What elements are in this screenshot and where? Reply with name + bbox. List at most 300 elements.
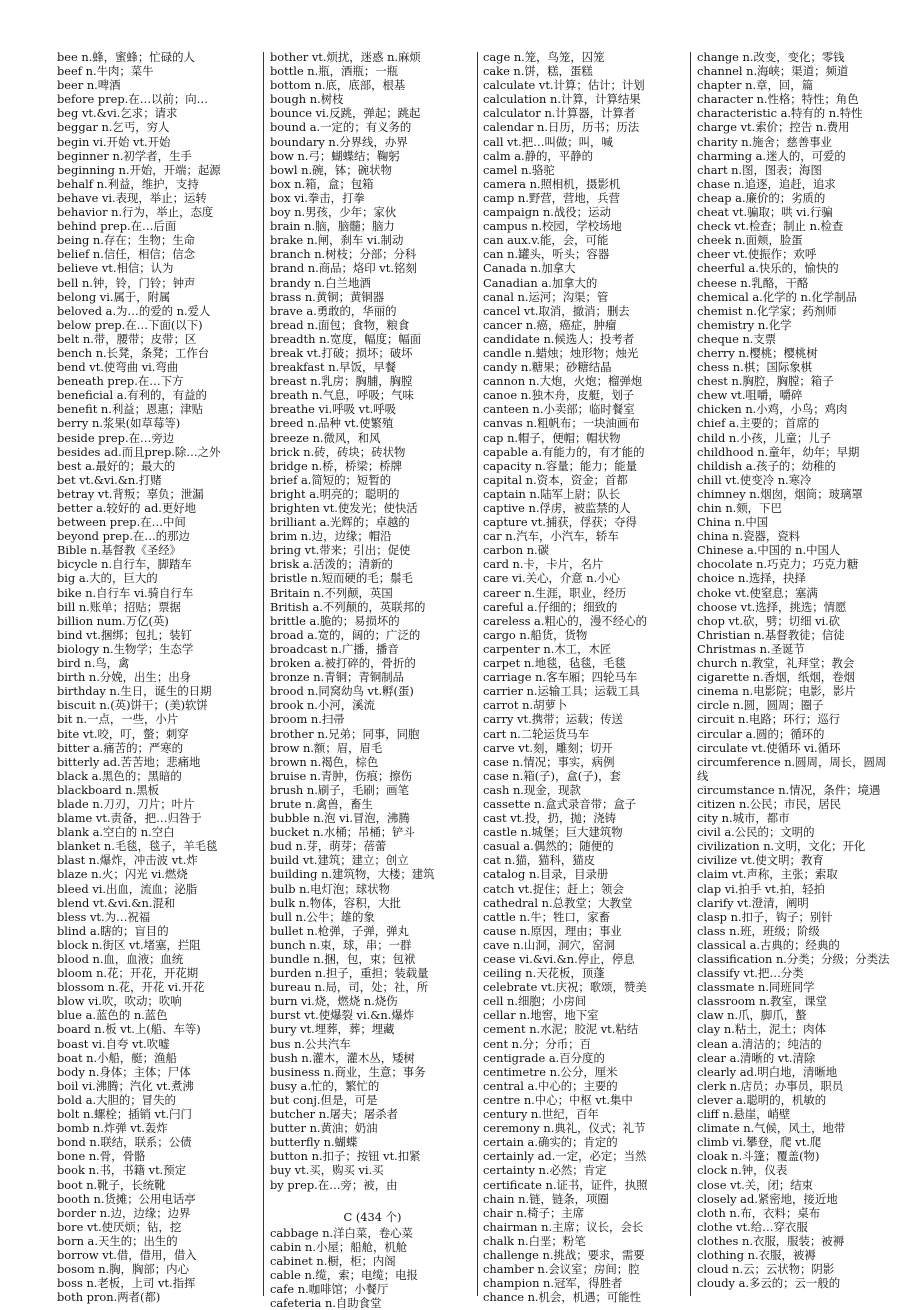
word-entry: chase n.追逐，追赶，追求: [697, 176, 836, 191]
word-entry: cable n.缆，索；电缆；电报: [270, 1268, 418, 1283]
word-entry: bitter a.痛苦的；严寒的: [57, 740, 184, 755]
word-entry: careless a.粗心的，漫不经心的: [483, 613, 647, 628]
word-entry: church n.教堂，礼拜堂；教会: [697, 656, 855, 671]
word-entry: bury vt.埋葬，葬；埋藏: [270, 1022, 395, 1037]
word-entry: boil vi.沸腾；汽化 vt.煮沸: [57, 1078, 194, 1093]
word-entry: chest n.胸腔，胸膛；箱子: [697, 374, 834, 389]
word-entry: cause n.原因，理由；事业: [483, 923, 622, 938]
word-entry: brandy n.白兰地酒: [270, 275, 371, 290]
word-entry: broken a.被打碎的，骨折的: [270, 656, 416, 671]
word-entry: chimney n.烟囱，烟筒；玻璃罩: [697, 486, 863, 501]
word-entry: bus n.公共汽车: [270, 1036, 351, 1051]
word-entry: belong vi.属于，附属: [57, 289, 171, 304]
word-entry: beef n.牛肉；菜牛: [57, 64, 154, 79]
word-entry: calculation n.计算，计算结果: [483, 92, 641, 107]
word-entry: capacity n.容量；能力；能量: [483, 458, 637, 473]
word-entry: capital n.资本，资金；首都: [483, 472, 628, 487]
word-entry: chess n.棋；国际象棋: [697, 360, 813, 375]
word-entry: benefit n.利益；恩惠；津贴: [57, 402, 203, 417]
word-entry: bite vt.咬，叮，螫；刺穿: [57, 726, 189, 741]
word-entry: breath n.气息，呼吸；气味: [270, 388, 414, 403]
word-entry: city n.城市，都市: [697, 811, 790, 826]
word-entry: bubble n.泡 vi.冒泡，沸腾: [270, 811, 410, 826]
word-entry: board n.板 vt.上(船、车等): [57, 1022, 201, 1037]
word-entry: birth n.分娩，出生；出身: [57, 670, 191, 685]
word-entry: but conj.但是，可是: [270, 1092, 378, 1107]
word-entry: cent n.分；分币；百: [483, 1036, 591, 1051]
word-entry: centimetre n.公分，厘米: [483, 1064, 618, 1079]
word-entry: cement n.水泥；胶泥 vt.粘结: [483, 1022, 639, 1037]
word-entry: burn vi.烧，燃烧 n.烧伤: [270, 994, 398, 1009]
word-entry: brilliant a.光辉的；卓越的: [270, 515, 410, 530]
word-entry: cheerful a.快乐的，愉快的: [697, 261, 839, 276]
word-entry: behave vi.表现，举止；运转: [57, 190, 207, 205]
word-entry: bulk n.物体，容积，大批: [270, 895, 401, 910]
word-entry: camel n.骆驼: [483, 162, 555, 177]
word-entry: cloud n.云；云状物；阴影: [697, 1262, 835, 1277]
word-entry: breed n.品种 vt.使繁殖: [270, 416, 394, 431]
word-entry: bread n.面包；食物，粮食: [270, 317, 410, 332]
word-entry: bond n.联结，联系；公债: [57, 1135, 192, 1150]
word-entry: body n.身体；主体；尸体: [57, 1064, 191, 1079]
word-entry: big a.大的，巨大的: [57, 571, 158, 586]
word-entry: calculator n.计算器，计算者: [483, 106, 636, 121]
word-entry: bell n.钟，铃，门铃；钟声: [57, 275, 196, 290]
word-entry: button n.扣子；按钮 vt.扣紧: [270, 1149, 421, 1164]
word-entry: chair n.椅子；主席: [483, 1205, 585, 1220]
word-entry: brush n.刷子，毛刷；画笔: [270, 782, 409, 797]
word-entry: bloom n.花；开花，开花期: [57, 966, 199, 981]
word-entry: certainly ad.一定，必定；当然: [483, 1149, 647, 1164]
word-entry: chop vt.砍，劈；切细 vi.砍: [697, 613, 841, 628]
word-entry: beggar n.乞丐，穷人: [57, 120, 170, 135]
word-entry: black a.黑色的；黑暗的: [57, 768, 182, 783]
word-entry: clasp n.扣子，钩子；别针: [697, 909, 833, 924]
word-entry: Britain n.不列颠，英国: [270, 585, 393, 600]
word-entry: claim vt.声称，主张；索取: [697, 867, 838, 882]
word-entry: check vt.检查；制止 n.检查: [697, 219, 844, 234]
word-entry: building n.建筑物，大楼；建筑: [270, 867, 435, 882]
word-entry: chalk n.白垩；粉笔: [483, 1233, 586, 1248]
word-entry: bow n.弓；蝴蝶结；鞠躬: [270, 148, 400, 163]
word-entry: clear a.清晰的 vt.清除: [697, 1050, 816, 1065]
word-entry: bronze n.青铜；青铜制品: [270, 670, 404, 685]
word-entry: butcher n.屠夫；屠杀者: [270, 1107, 399, 1122]
word-entry: case n.情况；事实，病例: [483, 754, 615, 769]
word-entry: cease vi.&vi.&n.停止，停息: [483, 952, 635, 966]
word-entry: chairman n.主席；议长，会长: [483, 1219, 644, 1234]
word-entry: chemical a.化学的 n.化学制品: [697, 289, 858, 304]
word-entry: brook n.小河，溪流: [270, 698, 375, 713]
word-entry: charge vt.索价；控告 n.费用: [697, 120, 850, 135]
word-entry: casual a.偶然的；随便的: [483, 839, 614, 854]
word-entry: choice n.选择，抉择: [697, 571, 806, 586]
word-entry: bound a.一定的；有义务的: [270, 120, 412, 135]
word-entry: cell n.细胞；小房间: [483, 994, 587, 1009]
word-entry: bottle n.瓶，酒瓶；一瓶: [270, 64, 399, 79]
word-entry: bruise n.青肿，伤痕；擦伤: [270, 768, 413, 783]
word-entry: blue a.蓝色的 n.蓝色: [57, 1008, 168, 1023]
column-4: [697, 50, 897, 1298]
column-divider: [263, 52, 264, 1296]
section-heading: C (434 个): [343, 1209, 402, 1224]
word-entry: cherry n.樱桃；樱桃树: [697, 345, 818, 360]
word-entry: character n.性格；特性；角色: [697, 92, 859, 107]
word-entry: bird n.鸟，禽: [57, 656, 130, 671]
word-entry: British a.不列颠的，英联邦的: [270, 599, 426, 614]
word-entry: boat n.小船，艇；渔船: [57, 1050, 177, 1065]
word-entry: beginner n.初学者，生手: [57, 148, 192, 163]
word-entry: canoe n.独木舟，皮艇，划子: [483, 388, 635, 403]
word-entry: Christmas n.圣诞节: [697, 641, 805, 656]
word-entry: breeze n.微风，和风: [270, 430, 381, 445]
word-entry: Canada n.加拿大: [483, 261, 576, 276]
word-entry: bring vt.带来；引出；促使: [270, 543, 411, 558]
word-entry: cinema n.电影院；电影，影片: [697, 684, 856, 699]
word-entry: cat n.猫，猫科，猫皮: [483, 853, 596, 868]
word-entry: blood n.血，血液；血统: [57, 952, 184, 966]
word-entry: blow vi.吹，吹动；吹响: [57, 994, 182, 1009]
word-entry: beyond prep.在…的那边: [57, 529, 190, 544]
word-entry: breakfast n.早饭，早餐: [270, 360, 397, 375]
word-entry: burden n.担子，重担；装载量: [270, 966, 429, 981]
word-entry: carpenter n.木工，木匠: [483, 641, 612, 656]
word-entry: brow n.额；眉，眉毛: [270, 740, 383, 755]
word-entry: carriage n.客车厢；四轮马车: [483, 670, 638, 685]
word-entry: cabinet n.橱，柜；内阁: [270, 1253, 396, 1268]
word-entry: campus n.校园，学校场地: [483, 219, 622, 234]
word-entry: better a.较好的 ad.更好地: [57, 501, 197, 515]
word-entry: campaign n.战役；运动: [483, 205, 611, 220]
word-entry: brand n.商品；烙印 vt.铭刻: [270, 261, 417, 276]
word-entry: believe vt.相信；认为: [57, 261, 174, 276]
column-1: [57, 50, 258, 1305]
word-entry: cloth n.布，衣料；桌布: [697, 1205, 821, 1220]
word-entry: cigarette n.香烟，纸烟，卷烟: [697, 670, 855, 685]
word-entry: chew vt.咀嚼，嚼碎: [697, 388, 803, 403]
word-entry: bend vt.使弯曲 vi.弯曲: [57, 360, 179, 375]
word-entry: busy a.忙的，繁忙的: [270, 1078, 380, 1093]
word-entry: chance n.机会，机遇；可能性: [483, 1290, 642, 1305]
word-entry: booth n.货摊；公用电话亭: [57, 1191, 196, 1206]
word-entry: capture vt.捕获，俘获；夺得: [483, 515, 637, 530]
blank-line: [270, 1192, 475, 1206]
word-entry: beer n.啤酒: [57, 78, 121, 93]
word-entry: certificate n.证书，证件，执照: [483, 1177, 648, 1192]
word-entry: chocolate n.巧克力；巧克力糖: [697, 557, 859, 572]
word-entry: candidate n.候选人；投考者: [483, 331, 635, 346]
word-entry: blast n.爆炸，冲击波 vt.炸: [57, 853, 198, 868]
word-entry: bind vt.捆绑；包扎；装钉: [57, 627, 192, 642]
word-entry: bosom n.胸，胸部；内心: [57, 1262, 189, 1277]
word-entry: classification n.分类；分级；分类法: [697, 952, 890, 966]
word-entry: child n.小孩，儿童；儿子: [697, 430, 831, 445]
word-entry: breathe vi.呼吸 vt.呼吸: [270, 402, 397, 417]
word-entry: block n.街区 vt.堵塞，拦阻: [57, 937, 201, 952]
word-entry: brain n.脑，脑髓；脑力: [270, 219, 395, 234]
word-entry: bureau n.局，司，处；社，所: [270, 980, 429, 995]
word-entry: canal n.运河；沟渠；管: [483, 289, 609, 304]
word-entry: clean a.清洁的；纯洁的: [697, 1036, 822, 1051]
word-entry: childish a.孩子的；幼稚的: [697, 458, 836, 473]
word-entry: carpet n.地毯，毡毯，毛毯: [483, 656, 626, 671]
word-entry: centigrade a.百分度的: [483, 1050, 605, 1065]
word-entry: carrier n.运输工具；运载工具: [483, 684, 640, 699]
word-entry: butter n.黄油；奶油: [270, 1121, 378, 1136]
word-entry: boss n.老板，上司 vt.指挥: [57, 1276, 196, 1291]
word-entry: ceiling n.天花板，顶蓬: [483, 966, 605, 981]
word-entry: cancel vt.取消，撤消；删去: [483, 303, 630, 318]
word-entry: Christian n.基督教徒；信徒: [697, 627, 845, 642]
word-entry: brisk a.活泼的；清新的: [270, 557, 393, 572]
word-entry: capable a.有能力的，有才能的: [483, 444, 645, 459]
word-entry: bet vt.&vi.&n.打赌: [57, 472, 162, 487]
word-entry: cheese n.乳酪，干酪: [697, 275, 809, 290]
word-entry: blame vt.责备，把…归咎于: [57, 811, 202, 826]
word-entry: cheer vt.使振作；欢呼: [697, 247, 817, 262]
word-entry: cash n.现金，现款: [483, 782, 581, 797]
word-entry: civilization n.文明，文化；开化: [697, 839, 866, 854]
column-3: [483, 50, 686, 1305]
word-entry: blossom n.花，开花 vi.开花: [57, 980, 205, 995]
word-entry: bucket n.水桶；吊桶；铲斗: [270, 825, 415, 840]
word-entry: brick n.砖，砖块；砖状物: [270, 444, 406, 459]
word-entry: carbon n.碳: [483, 543, 550, 558]
word-entry: box vi.拳击，打拳: [270, 190, 365, 205]
word-entry: blanket n.毛毯，毯子，羊毛毯: [57, 839, 218, 854]
word-entry: blind a.瞎的；盲目的: [57, 923, 169, 938]
word-entry: brave a.勇敢的，华丽的: [270, 303, 397, 318]
word-entry: biscuit n.(英)饼干；(美)软饼: [57, 698, 208, 713]
word-entry: certainty n.必然；肯定: [483, 1163, 607, 1178]
word-entry: centre n.中心；中枢 vt.集中: [483, 1092, 633, 1107]
word-entry: birthday n.生日，诞生的日期: [57, 684, 212, 699]
word-entry: beg vt.&vi.乞求；请求: [57, 106, 178, 121]
word-entry: chain n.链，链条，项圈: [483, 1191, 609, 1206]
word-entry: chicken n.小鸡，小鸟；鸡肉: [697, 402, 848, 417]
word-entry: citizen n.公民；市民，居民: [697, 796, 842, 811]
word-entry: before prep.在…以前；向…: [57, 92, 209, 107]
word-entry: brittle a.脆的；易损坏的: [270, 613, 400, 628]
word-entry: clever a.聪明的，机敏的: [697, 1092, 827, 1107]
word-entry: business n.商业，生意；事务: [270, 1064, 426, 1079]
word-entry: circulate vt.使循环 vi.循环: [697, 740, 841, 755]
word-entry: bristle n.短而硬的毛；鬃毛: [270, 571, 413, 586]
word-entry: circular a.圆的；循环的: [697, 726, 825, 741]
word-entry: berry n.浆果(如草莓等): [57, 416, 181, 431]
word-entry: candy n.糖果；砂糖结晶: [483, 360, 612, 375]
word-entry: breast n.乳房；胸脯，胸膛: [270, 374, 413, 389]
word-entry: break vt.打破；损坏；破坏: [270, 345, 413, 360]
word-entry: bright a.明亮的；聪明的: [270, 486, 400, 501]
word-entry: best a.最好的；最大的: [57, 458, 176, 473]
word-entry: brighten vt.使发光；使快活: [270, 501, 418, 515]
word-entry: bless vt.为…祝福: [57, 909, 151, 924]
column-divider: [477, 52, 478, 1296]
word-entry: classmate n.同班同学: [697, 980, 815, 995]
word-entry: begin vi.开始 vt.开始: [57, 134, 171, 149]
word-entry: belt n.带，腰带；皮带；区: [57, 331, 197, 346]
word-entry: calculate vt.计算；估计；计划: [483, 78, 645, 93]
word-entry: brood n.同窝幼鸟 vt.孵(蛋): [270, 684, 414, 699]
word-entry: boy n.男孩，少年；家伙: [270, 205, 397, 220]
word-entry: bolt n.螺栓；插销 vt.闩门: [57, 1107, 192, 1122]
word-entry: carry vt.携带；运载；传送: [483, 712, 623, 727]
column-2: [270, 50, 475, 1310]
word-entry: between prep.在…中间: [57, 515, 186, 530]
word-entry: blend vt.&vi.&n.混和: [57, 895, 176, 910]
word-entry: camp n.野营，营地，兵营: [483, 190, 620, 205]
word-entry: circumference n.圆周，周长，圆周线: [697, 754, 887, 783]
word-entry: box n.箱，盒；包箱: [270, 176, 374, 191]
word-entry: bush n.灌木，灌木丛，矮树: [270, 1050, 415, 1065]
word-entry: celebrate vt.庆祝；歌颂，赞美: [483, 980, 647, 995]
word-entry: bridge n.桥，桥梁；桥牌: [270, 458, 403, 473]
word-entry: challenge n.挑战；要求，需要: [483, 1247, 645, 1262]
word-entry: canvas n.粗帆布；一块油画布: [483, 416, 640, 431]
word-entry: career n.生涯，职业，经历: [483, 585, 627, 600]
word-entry: clock n.钟，仪表: [697, 1163, 788, 1178]
word-entry: clerk n.店员；办事员，职员: [697, 1078, 844, 1093]
word-entry: choose vt.选择，挑选；情愿: [697, 599, 847, 614]
word-entry: brief a.简短的；短暂的: [270, 472, 392, 487]
word-entry: cliff n.悬崖，峭壁: [697, 1107, 791, 1122]
word-entry: boundary n.分界线，办界: [270, 134, 408, 149]
word-entry: burst vt.使爆裂 vi.&n.爆炸: [270, 1008, 415, 1023]
word-entry: branch n.树枝；分部；分科: [270, 247, 417, 262]
word-entry: bold a.大胆的；冒失的: [57, 1092, 176, 1107]
word-entry: beneficial a.有利的，有益的: [57, 388, 207, 403]
word-entry: bough n.树枝: [270, 92, 344, 107]
word-entry: change n.改变，变化；零钱: [697, 50, 845, 64]
word-entry: billion num.万亿(英): [57, 613, 169, 628]
word-entry: century n.世纪，百年: [483, 1107, 599, 1122]
word-entry: cannon n.大炮，火炮；榴弹炮: [483, 374, 643, 389]
word-entry: bone n.骨，骨骼: [57, 1149, 146, 1164]
word-entry: bitterly ad.苦苦地；悲痛地: [57, 754, 201, 769]
word-entry: cheap a.廉价的；劣质的: [697, 190, 826, 205]
word-entry: cathedral n.总教堂；大教堂: [483, 895, 633, 910]
word-entry: borrow vt.借，借用，借入: [57, 1247, 197, 1262]
word-entry: bother vt.烦扰，迷惑 n.麻烦: [270, 50, 421, 64]
word-entry: bomb n.炸弹 vt.轰炸: [57, 1121, 168, 1136]
word-entry: classify vt.把…分类: [697, 966, 804, 981]
word-entry: blackboard n.黑板: [57, 782, 160, 797]
word-entry: boot n.靴子，长统靴: [57, 1177, 166, 1192]
word-entry: charity n.施舍；慈善事业: [697, 134, 832, 149]
word-entry: Bible n.基督教《圣经》: [57, 543, 182, 558]
word-entry: circle n.圆，圆周；圈子: [697, 698, 824, 713]
word-entry: bike n.自行车 vi.骑自行车: [57, 585, 194, 600]
word-entry: bicycle n.自行车，脚踏车: [57, 557, 192, 572]
word-entry: beginning n.开始，开端；起源: [57, 162, 221, 177]
word-entry: bore vt.使厌烦；钻，挖: [57, 1219, 182, 1234]
word-entry: beloved a.为…的爱的 n.爱人: [57, 303, 211, 318]
word-entry: cargo n.船货，货物: [483, 627, 588, 642]
word-entry: book n.书，书籍 vt.预定: [57, 1163, 187, 1178]
word-entry: chapter n.章，回，篇: [697, 78, 814, 93]
word-entry: camera n.照相机，摄影机: [483, 176, 621, 191]
word-entry: Chinese a.中国的 n.中国人: [697, 543, 841, 558]
word-entry: cellar n.地窖，地下室: [483, 1008, 599, 1023]
word-entry: cancer n.癌，癌症，肿瘤: [483, 317, 617, 332]
word-entry: broad a.宽的，阔的；广泛的: [270, 627, 421, 642]
word-entry: chin n.颏，下巴: [697, 501, 782, 515]
word-entry: cassette n.盒式录音带；盒子: [483, 796, 637, 811]
word-entry: belief n.信任，相信；信念: [57, 247, 195, 262]
word-entry: cap n.帽子，便帽；帽状物: [483, 430, 621, 445]
word-entry: besides ad.而且prep.除…之外: [57, 444, 221, 459]
word-entry: broom n.扫帚: [270, 712, 345, 727]
word-entry: central a.中心的；主要的: [483, 1078, 618, 1093]
word-entry: bowl n.碗，钵；碗状物: [270, 162, 392, 177]
word-entry: characteristic a.特有的 n.特性: [697, 106, 863, 121]
word-entry: bottom n.底，底部，根基: [270, 78, 406, 93]
word-entry: brother n.兄弟；同事，同胞: [270, 726, 420, 741]
word-entry: bench n.长凳，条凳；工作台: [57, 345, 210, 360]
word-entry: border n.边，边缘；边界: [57, 1205, 191, 1220]
word-entry: cave n.山洞，洞穴，窑洞: [483, 937, 616, 952]
word-entry: cafe n.咖啡馆；小餐厅: [270, 1282, 389, 1297]
word-entry: buy vt.买，购买 vi.买: [270, 1163, 384, 1178]
word-entry: broadcast n.广播，播音: [270, 641, 399, 656]
word-entry: bleed vi.出血，流血；泌脂: [57, 881, 198, 896]
word-entry: civil a.公民的；文明的: [697, 825, 815, 840]
word-entry: claw n.爪，脚爪，螯: [697, 1008, 807, 1023]
word-entry: blaze n.火；闪光 vi.燃烧: [57, 867, 188, 882]
word-entry: can n.罐头，听头；容器: [483, 247, 610, 262]
word-entry: cloudy a.多云的；云一般的: [697, 1276, 841, 1291]
word-entry: catalog n.目录，目录册: [483, 867, 609, 882]
word-entry: clearly ad.明白地，清晰地: [697, 1064, 838, 1079]
word-entry: behalf n.利益，维护，支持: [57, 176, 199, 191]
word-entry: circumstance n.情况，条件；境遇: [697, 782, 881, 797]
word-entry: China n.中国: [697, 515, 769, 530]
word-entry: chill vt.使变冷 n.寒冷: [697, 472, 812, 487]
word-entry: clothing n.衣服，被褥: [697, 1247, 816, 1262]
word-entry: cattle n.牛；牲口，家畜: [483, 909, 611, 924]
word-entry: class n.班，班级；阶级: [697, 923, 820, 938]
word-entry: blade n.刀刃，刀片；叶片: [57, 796, 195, 811]
word-entry: carrot n.胡萝卜: [483, 698, 568, 713]
word-entry: cheat vt.骗取；哄 vi.行骗: [697, 205, 833, 220]
word-entry: cheque n.支票: [697, 331, 777, 346]
word-entry: chemistry n.化学: [697, 317, 792, 332]
word-entry: bundle n.捆，包，束；包袱: [270, 952, 416, 966]
word-entry: bud n.芽，萌芽；蓓蕾: [270, 839, 387, 854]
word-entry: chief a.主要的；首席的: [697, 416, 820, 431]
word-entry: boast vi.自夸 vt.吹嘘: [57, 1036, 170, 1051]
word-entry: certain a.确实的；肯定的: [483, 1135, 618, 1150]
word-entry: bee n.蜂，蜜蜂；忙碌的人: [57, 50, 195, 64]
word-entry: carve vt.刻，雕刻；切开: [483, 740, 613, 755]
word-entry: ceremony n.典礼，仪式；礼节: [483, 1121, 646, 1136]
word-entry: breadth n.宽度，幅度；幅面: [270, 331, 422, 346]
word-entry: childhood n.童年，幼年；早期: [697, 444, 860, 459]
word-entry: brown n.褐色，棕色: [270, 754, 379, 769]
word-entry: below prep.在…下面(以下): [57, 317, 203, 332]
word-entry: civilize vt.使文明；教育: [697, 853, 824, 868]
word-entry: brake n.闸，刹车 vi.制动: [270, 233, 404, 248]
word-entry: bunch n.束，球，串；一群: [270, 937, 412, 952]
word-entry: being n.存在；生物；生命: [57, 233, 196, 248]
word-entry: cafeteria n.自助食堂: [270, 1296, 382, 1310]
word-entry: cart n.二轮运货马车: [483, 726, 590, 741]
word-entry: clothe vt.给…穿衣服: [697, 1219, 808, 1234]
word-entry: behavior n.行为，举止，态度: [57, 205, 214, 220]
word-entry: cabin n.小屋；船舱，机舱: [270, 1239, 408, 1254]
word-entry: charming a.迷人的，可爱的: [697, 148, 846, 163]
